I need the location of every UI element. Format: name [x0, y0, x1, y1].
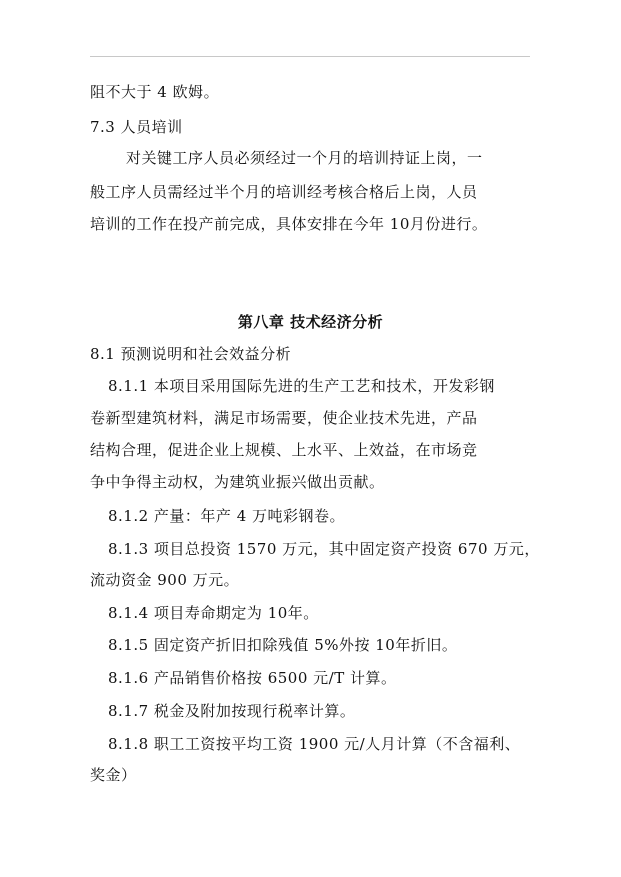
paragraph-8-1-1-line-3: 结构合理，促进企业上规模、上水平、上效益，在市场竞	[90, 441, 478, 459]
item-8-1-3-line-1: 8.1.3 项目总投资 1570 万元，其中固定资产投资 670 万元，	[108, 540, 540, 558]
paragraph-8-1-1-line-4: 争中争得主动权，为建筑业振兴做出贡献。	[90, 473, 385, 491]
chapter-title: 第八章 技术经济分析	[237, 313, 384, 331]
item-8-1-2: 8.1.2 产量：年产 4 万吨彩钢卷。	[108, 507, 346, 525]
item-8-1-5: 8.1.5 固定资产折旧扣除残值 5%外按 10年折旧。	[108, 636, 458, 654]
item-8-1-8-line-1: 8.1.8 职工工资按平均工资 1900 元/人月计算（不含福利、	[108, 735, 521, 753]
paragraph-7-3-line-3: 培训的工作在投产前完成，具体安排在今年 10月份进行。	[90, 215, 488, 233]
paragraph-7-3-line-2: 般工序人员需经过半个月的培训经考核合格后上岗，人员	[90, 183, 478, 201]
paragraph-8-1-1-line-2: 卷新型建筑材料，满足市场需要，使企业技术先进，产品	[90, 409, 478, 427]
paragraph-8-1-1-line-1: 8.1.1 本项目采用国际先进的生产工艺和技术，开发彩钢	[108, 377, 495, 395]
section-heading-7-3: 7.3 人员培训	[90, 118, 183, 136]
header-rule	[90, 56, 530, 57]
section-heading-8-1: 8.1 预测说明和社会效益分析	[90, 345, 292, 363]
item-8-1-6: 8.1.6 产品销售价格按 6500 元/T 计算。	[108, 669, 397, 687]
item-8-1-7: 8.1.7 税金及附加按现行税率计算。	[108, 702, 356, 720]
item-8-1-8-line-2: 奖金）	[90, 766, 137, 784]
item-8-1-3-line-2: 流动资金 900 万元。	[90, 571, 240, 589]
text-line-continuation: 阻不大于 4 欧姆。	[90, 83, 220, 101]
item-8-1-4: 8.1.4 项目寿命期定为 10年。	[108, 604, 319, 622]
paragraph-7-3-line-1: 对关键工序人员必须经过一个月的培训持证上岗，一	[126, 149, 483, 167]
